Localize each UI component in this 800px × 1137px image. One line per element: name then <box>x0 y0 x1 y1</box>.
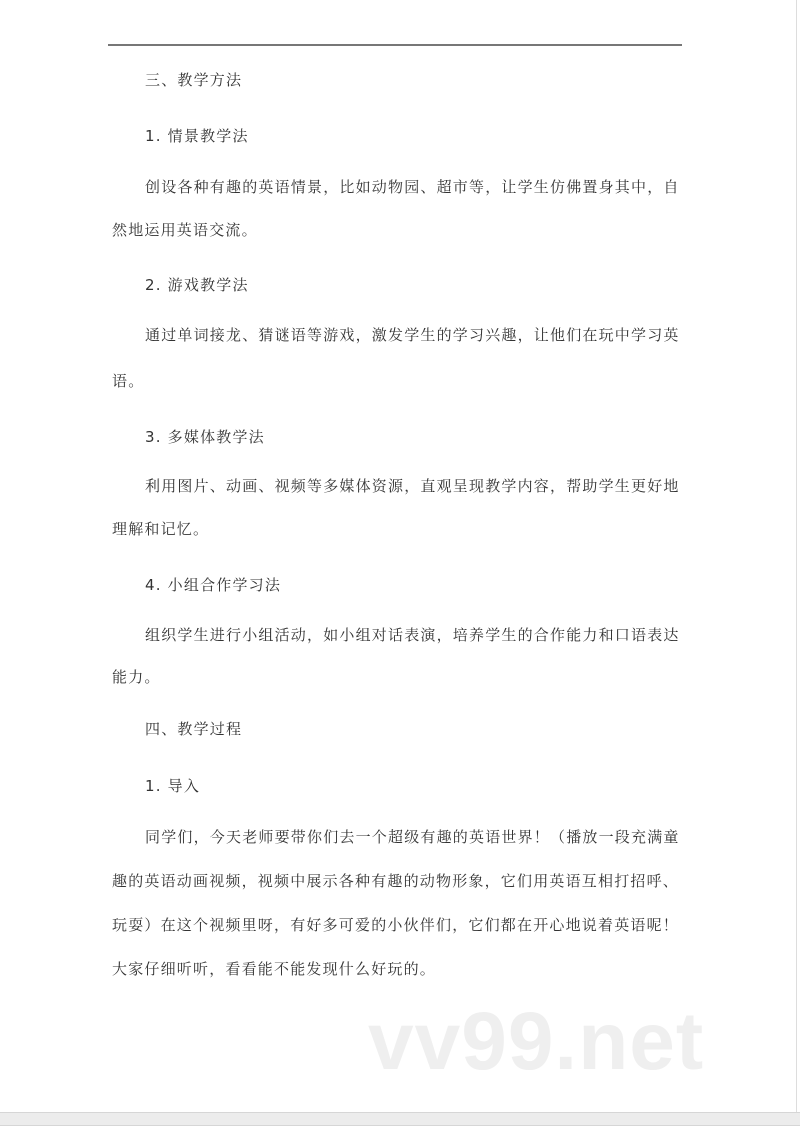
paragraph-line: 同学们，今天老师要带你们去一个超级有趣的英语世界！（播放一段充满童 <box>145 828 680 846</box>
subheading-line: 1. 情景教学法 <box>145 127 249 145</box>
paragraph-line: 组织学生进行小组活动，如小组对话表演，培养学生的合作能力和口语表达 <box>145 626 680 644</box>
paragraph-line: 然地运用英语交流。 <box>112 221 258 239</box>
header-rule <box>108 44 682 46</box>
paragraph-line: 玩耍）在这个视频里呀，有好多可爱的小伙伴们，它们都在开心地说着英语呢！ <box>112 916 680 934</box>
heading-line: 三、教学方法 <box>145 71 243 89</box>
subheading-line: 2. 游戏教学法 <box>145 276 249 294</box>
subheading-line: 4. 小组合作学习法 <box>145 576 282 594</box>
paragraph-line: 通过单词接龙、猜谜语等游戏，激发学生的学习兴趣，让他们在玩中学习英 <box>145 326 680 344</box>
paragraph-line: 理解和记忆。 <box>112 520 210 538</box>
subheading-line: 1. 导入 <box>145 777 201 795</box>
subheading-line: 3. 多媒体教学法 <box>145 428 265 446</box>
watermark: vv99.net <box>368 996 705 1087</box>
paragraph-line: 能力。 <box>112 668 161 686</box>
paragraph-line: 创设各种有趣的英语情景，比如动物园、超市等，让学生仿佛置身其中，自 <box>145 178 680 196</box>
paragraph-line: 利用图片、动画、视频等多媒体资源，直观呈现教学内容，帮助学生更好地 <box>145 477 680 495</box>
paragraph-line: 趣的英语动画视频，视频中展示各种有趣的动物形象，它们用英语互相打招呼、 <box>112 872 680 890</box>
page-gap <box>0 1112 800 1126</box>
heading-line: 四、教学过程 <box>145 720 243 738</box>
paragraph-line: 大家仔细听听，看看能不能发现什么好玩的。 <box>112 960 437 978</box>
paragraph-line: 语。 <box>112 372 145 390</box>
